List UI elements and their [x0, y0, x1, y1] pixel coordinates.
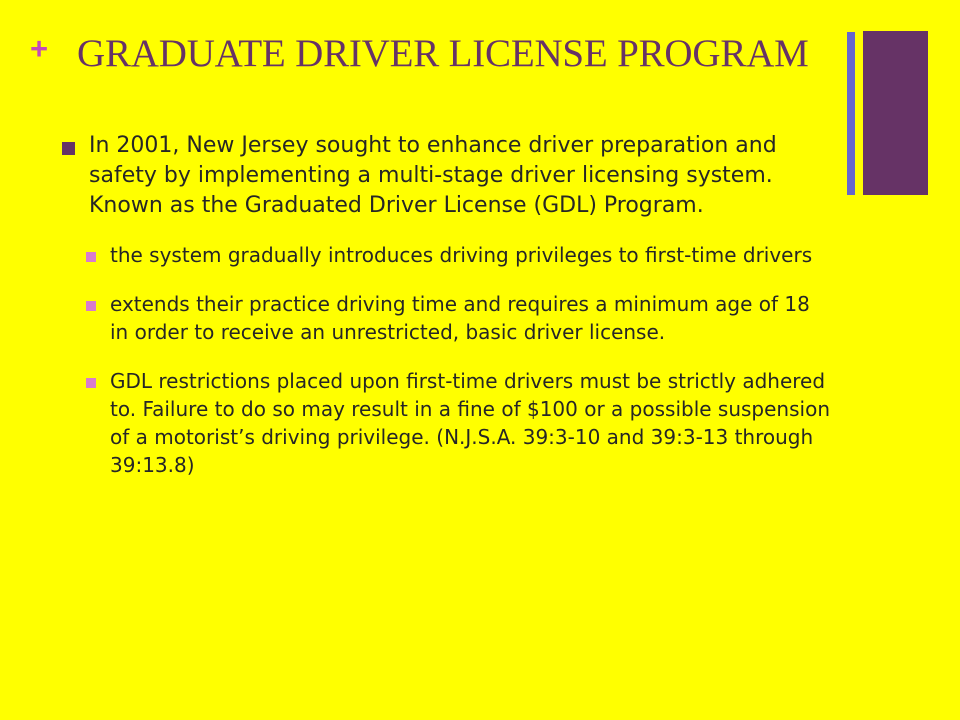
square-bullet-icon — [62, 142, 75, 155]
thick-accent-bar — [863, 31, 928, 195]
square-bullet-icon — [86, 378, 96, 388]
plus-icon: + — [29, 31, 49, 66]
sub-bullet-text: GDL restrictions placed upon first-time drivers must be strictly adhered to. Failure to do so may result in a fine of $100 or a possible suspension of a motorist’s driving privilege. (N.J.S.A. 39:3-10 and 39:3-13 through 39:13.8) — [110, 369, 830, 477]
sub-bullet-list — [62, 241, 832, 479]
sub-bullet-text: the system gradually introduces driving privileges to first-time drivers — [110, 243, 813, 267]
square-bullet-icon — [86, 252, 96, 262]
square-bullet-icon — [86, 301, 96, 311]
thin-accent-bar — [847, 32, 855, 195]
sub-bullet-text: extends their practice driving time and requires a minimum age of 18 in order to receive an unrestricted, basic driver license. — [110, 292, 810, 344]
slide-content — [62, 131, 832, 500]
sub-bullet-item — [86, 241, 830, 269]
main-bullet-text: In 2001, New Jersey sought to enhance driver preparation and safety by implementing a multi-stage driver licensing system. Known as the Graduated Driver License (GDL) Program. — [89, 133, 777, 218]
sub-bullet-item — [86, 290, 830, 346]
slide-title: GRADUATE DRIVER LICENSE PROGRAM — [77, 32, 809, 75]
main-bullet-item — [62, 131, 832, 221]
sub-bullet-item — [86, 367, 830, 479]
